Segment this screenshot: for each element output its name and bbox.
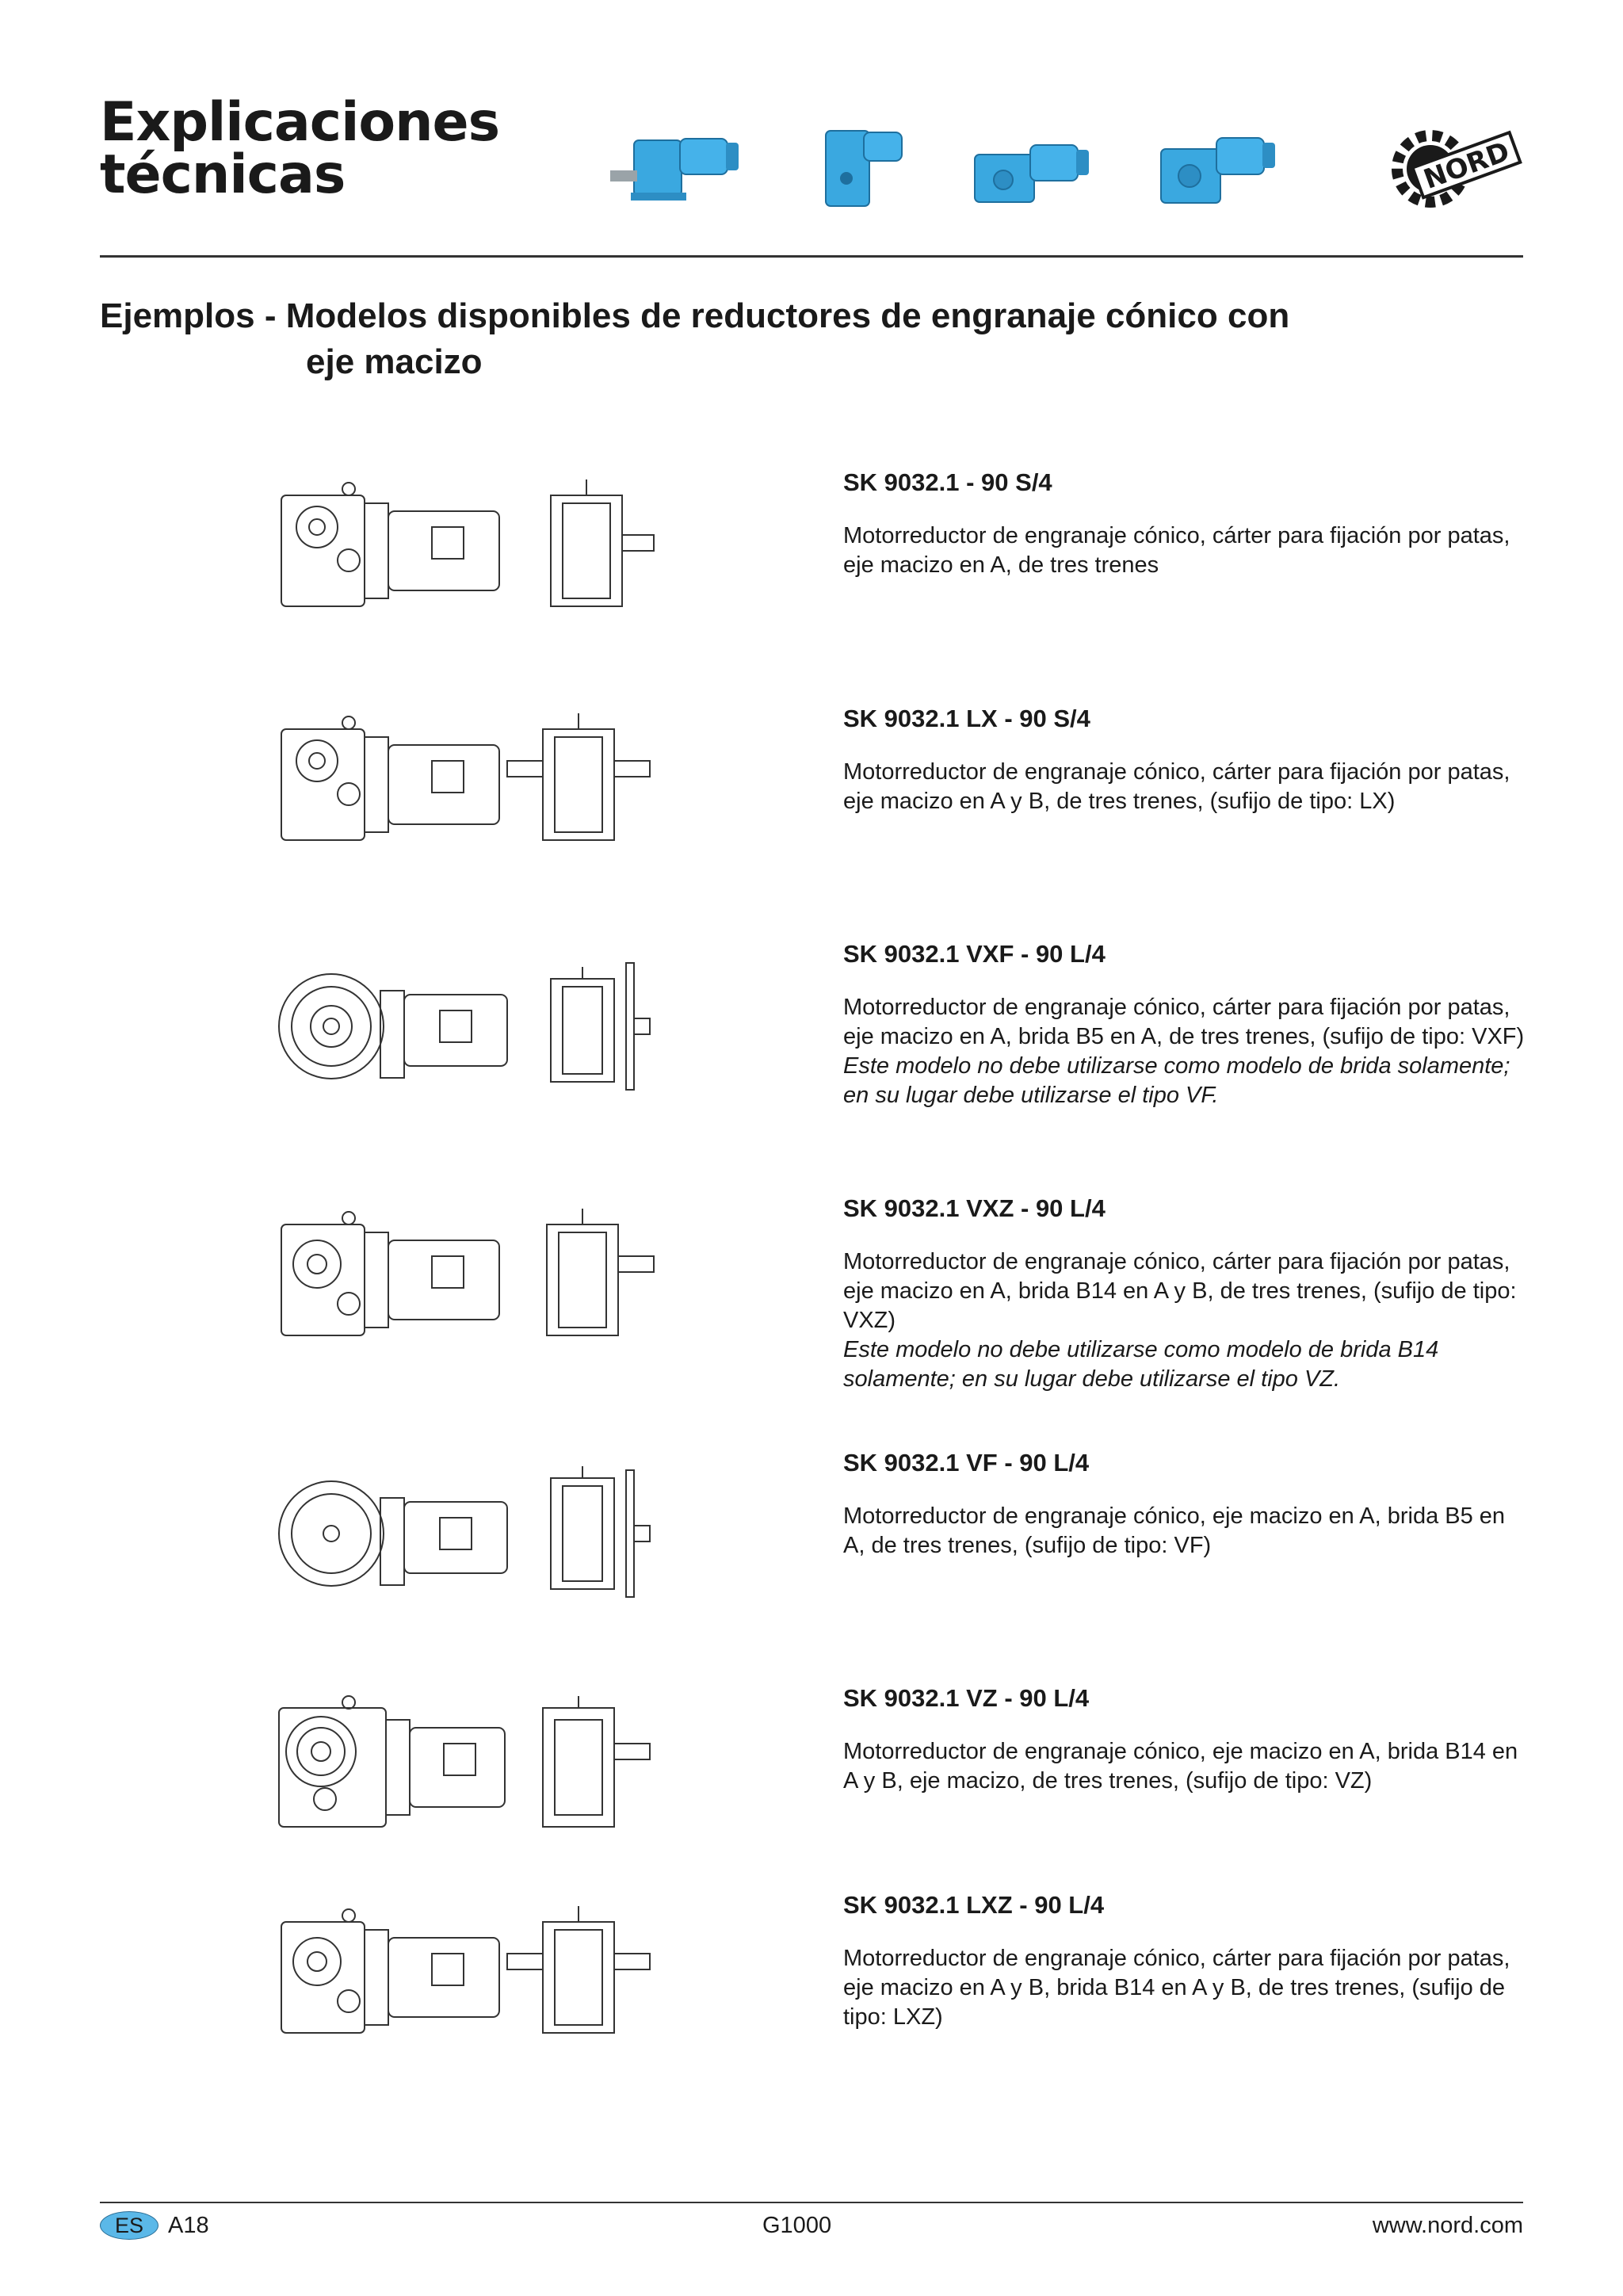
- entry-sk-9032-1-vxf: [843, 939, 1525, 1110]
- section-title: [100, 293, 1289, 385]
- entry-description: Motorreductor de engranaje cónico, eje macizo en A, brida B5 en A, de tres trenes, (sufijo de tipo: VF): [843, 1503, 1506, 1558]
- drawing-sk-9032-1-lxz: [269, 1898, 666, 2057]
- gearmotor-thumbnail-3: [967, 131, 1102, 218]
- entry-sk-9032-1-vf: [843, 1448, 1525, 1561]
- entry-code: SK 9032.1 - 90 S/4: [843, 468, 1052, 496]
- entry-description: Motorreductor de engranaje cónico, cárter para fijación por patas, eje macizo en A, brida B14 en A y B, de tres trenes, (sufijo de tipo: VXZ): [843, 1249, 1517, 1333]
- catalog-code: G1000: [762, 2213, 832, 2238]
- drawing-sk-9032-1: [269, 472, 666, 630]
- drawing-sk-9032-1-vz: [269, 1688, 666, 1847]
- drawing-sk-9032-1-lx: [269, 705, 666, 864]
- footer-divider: [100, 2202, 1523, 2203]
- page-title: [100, 91, 500, 206]
- entry-code: SK 9032.1 LX - 90 S/4: [843, 705, 1090, 732]
- logo-text: NORD: [1419, 136, 1514, 197]
- gearmotor-thumbnail-4: [1153, 127, 1288, 218]
- entry-code: SK 9032.1 VXZ - 90 L/4: [843, 1194, 1106, 1222]
- entry-sk-9032-1-lxz: [843, 1890, 1525, 2032]
- website-link[interactable]: www.nord.com: [1372, 2213, 1523, 2238]
- entry-code: SK 9032.1 VF - 90 L/4: [843, 1449, 1090, 1477]
- entry-code: SK 9032.1 LXZ - 90 L/4: [843, 1891, 1105, 1919]
- section-title-line-1: Ejemplos - Modelos disponibles de reductores de engranaje cónico con: [100, 296, 1290, 335]
- title-line-1: Explicaciones: [100, 91, 500, 154]
- drawing-sk-9032-1-vxz: [269, 1201, 666, 1359]
- entry-description: Motorreductor de engranaje cónico, cárter para fijación por patas, eje macizo en A y B, de tres trenes, (sufijo de tipo: LX): [843, 759, 1510, 814]
- entry-note: Este modelo no debe utilizarse como modelo de brida B14 solamente; en su lugar debe utilizarse el tipo VZ.: [843, 1337, 1439, 1392]
- nord-logo: [1383, 117, 1526, 220]
- drawing-sk-9032-1-vf: [269, 1454, 666, 1613]
- entry-sk-9032-1-vxz: [843, 1194, 1525, 1394]
- entry-code: SK 9032.1 VZ - 90 L/4: [843, 1684, 1090, 1712]
- language-badge: ES: [100, 2211, 158, 2240]
- title-line-2: técnicas: [100, 143, 346, 206]
- header-divider: [100, 255, 1523, 258]
- entry-code: SK 9032.1 VXF - 90 L/4: [843, 940, 1106, 968]
- entry-sk-9032-1-vz: [843, 1683, 1525, 1796]
- entry-description: Motorreductor de engranaje cónico, cárter para fijación por patas, eje macizo en A, de tres trenes: [843, 523, 1510, 578]
- entry-note: Este modelo no debe utilizarse como modelo de brida solamente; en su lugar debe utilizarse el tipo VF.: [843, 1053, 1510, 1108]
- entry-description: Motorreductor de engranaje cónico, eje macizo en A, brida B14 en A y B, eje macizo, de tres trenes, (sufijo de tipo: VZ): [843, 1739, 1518, 1794]
- gearmotor-thumbnail-1: [610, 123, 753, 218]
- entry-sk-9032-1: [843, 468, 1525, 580]
- entry-description: Motorreductor de engranaje cónico, cárter para fijación por patas, eje macizo en A y B, brida B14 en A y B, de tres trenes, (sufijo de tipo: LXZ): [843, 1946, 1510, 2030]
- gearmotor-thumbnail-2: [816, 123, 919, 218]
- entry-description: Motorreductor de engranaje cónico, cárter para fijación por patas, eje macizo en A, brida B5 en A, de tres trenes, (sufijo de tipo: VXF): [843, 995, 1525, 1049]
- drawing-sk-9032-1-vxf: [269, 947, 666, 1106]
- page-number: A18: [168, 2213, 209, 2238]
- entry-sk-9032-1-lx: [843, 704, 1525, 816]
- section-title-line-2: eje macizo: [306, 342, 483, 381]
